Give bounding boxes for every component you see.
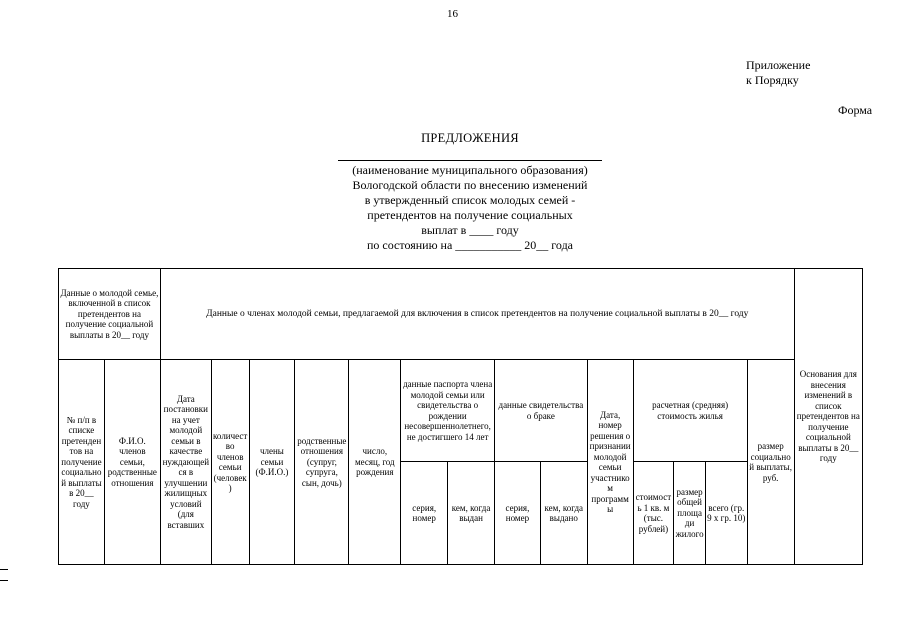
subtitle-line-3: в утвержденный список молодых семей -: [364, 193, 576, 207]
header-marriage-issued: кем, когда выдано: [540, 462, 587, 565]
appendix-line-1: Приложение: [746, 58, 811, 72]
header-marriage-certificate: данные свидетельства о браке: [495, 360, 588, 462]
subtitle-line-2: Вологодской области по внесению изменений: [352, 178, 588, 192]
page-number: 16: [447, 8, 458, 20]
header-passport-series: серия, номер: [401, 462, 448, 565]
header-housing-cost: расчетная (средняя) стоимость жилья: [633, 360, 747, 462]
document-title: ПРЕДЛОЖЕНИЯ: [421, 131, 519, 145]
header-payment-size: размер социальной выплаты, руб.: [747, 360, 794, 565]
header-grounds: Основания для внесения изменений в список претендентов на получение социальной выплаты в 20__ году: [794, 269, 862, 565]
header-cost-per-sqm: стоимость 1 кв. м (тыс. рублей): [633, 462, 674, 565]
header-members: члены семьи (Ф.И.О.): [249, 360, 295, 565]
header-decision: Дата, номер решения о признании молодой семьи участником программы: [587, 360, 633, 565]
margin-mark: [0, 580, 8, 581]
appendix-reference: [746, 58, 810, 88]
header-registration-date: Дата постановки на учет молодой семьи в качестве нуждающейся в улучшении жилищных условий (для вставших: [160, 360, 211, 565]
margin-mark: [0, 569, 8, 570]
header-total-cost: всего (гр. 9 х гр. 10): [705, 462, 747, 565]
header-relation: родственные отношения (супруг, супруга, сын, дочь): [295, 360, 349, 565]
header-total-area: размер общей площади жилого: [674, 462, 706, 565]
header-fio: Ф.И.О. членов семьи, родственные отношения: [104, 360, 160, 565]
subtitle-line-6: по состоянию на ___________ 20__ года: [366, 238, 573, 252]
proposals-table: [58, 268, 863, 565]
header-family-data: Данные о молодой семье, включенной в список претендентов на получение социальной выплаты в 20__ году: [59, 269, 161, 360]
subtitle-line-4: претендентов на получение социальных: [367, 208, 573, 222]
municipality-blank-line: [338, 160, 602, 161]
document-subtitle: [300, 163, 640, 253]
header-member-count: количество членов семьи (человек): [211, 360, 249, 565]
header-passport: данные паспорта члена молодой семьи или свидетельства о рождении несовершеннолетнего, не достигшего 14 лет: [401, 360, 495, 462]
form-label: Форма: [838, 103, 873, 117]
subtitle-line-5: выплат в ____ году: [421, 223, 519, 237]
header-members-data: Данные о членах молодой семьи, предлагаемой для включения в список претендентов на получение социальной выплаты в 20__ году: [160, 269, 794, 360]
appendix-line-2: к Порядку: [746, 73, 799, 87]
header-list-number: № п/п в списке претендентов на получение социальной выплаты в 20__ году: [59, 360, 105, 565]
header-birth-date: число, месяц, год рождения: [349, 360, 401, 565]
header-marriage-series: серия, номер: [495, 462, 541, 565]
subtitle-line-1: (наименование муниципального образования): [352, 163, 588, 177]
header-passport-issued: кем, когда выдан: [448, 462, 495, 565]
